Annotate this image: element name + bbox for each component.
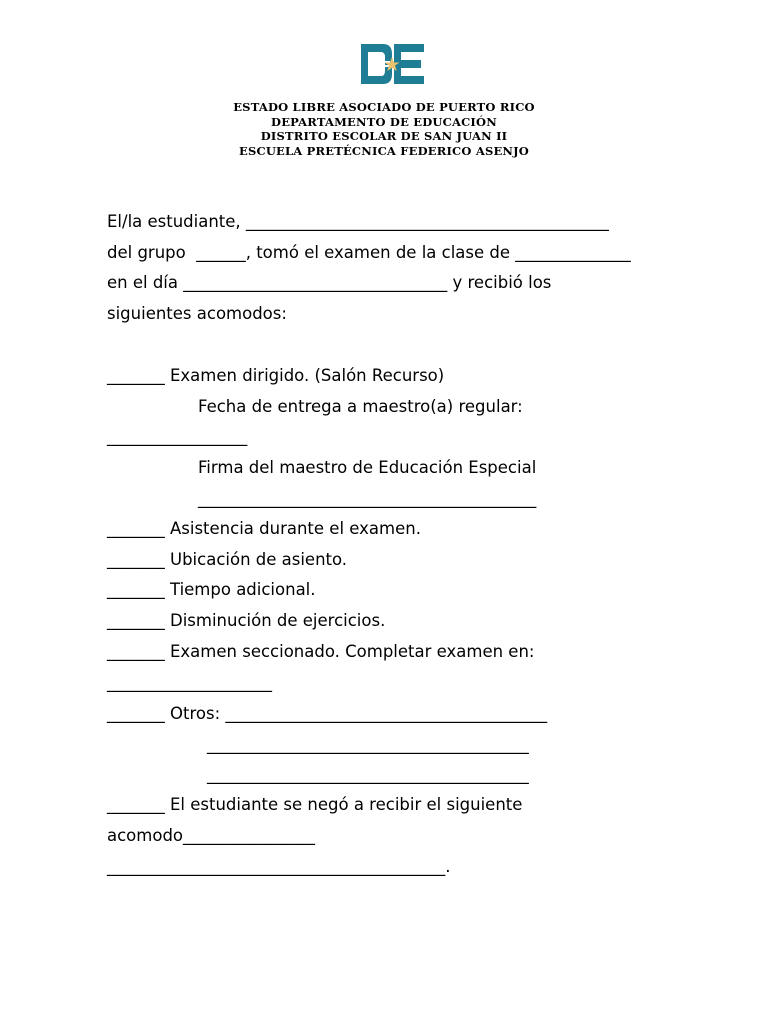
letterhead [0, 100, 768, 158]
sectioned-exam-blank[interactable]: ____________________ [107, 673, 272, 692]
delivery-date-label: Fecha de entrega a maestro(a) regular: [198, 397, 523, 416]
header-line-3: DISTRITO ESCOLAR DE SAN JUAN II [260, 129, 508, 143]
signature-blank[interactable]: _________________________________________ [198, 489, 537, 508]
option-sectioned-exam[interactable]: _______ Examen seccionado. Completar examen en: [107, 642, 535, 661]
other-blank-1[interactable]: _______________________________________ [207, 735, 529, 754]
group-class-line[interactable]: del grupo ______, tomó el examen de la clase de ______________ [107, 243, 631, 262]
header-line-4: ESCUELA PRETÉCNICA FEDERICO ASENJO [239, 143, 529, 158]
date-line[interactable]: en el día ________________________________ y recibió los [107, 273, 552, 292]
delivery-date-blank[interactable]: _________________ [107, 427, 248, 446]
option-fewer-exercises[interactable]: _______ Disminución de ejercicios. [107, 611, 386, 630]
option-seating[interactable]: _______ Ubicación de asiento. [107, 550, 348, 569]
header-line-2: DEPARTAMENTO DE EDUCACIÓN [271, 114, 497, 129]
option-other[interactable]: _______ Otros: _______________________________________ [107, 704, 548, 723]
special-ed-signature-label: Firma del maestro de Educación Especial [198, 458, 537, 477]
refused-accommodation-blank[interactable]: acomodo________________ [107, 826, 316, 845]
refused-accommodation-blank-2[interactable]: _________________________________________. [107, 857, 451, 876]
option-guided-exam[interactable]: _______ Examen dirigido. (Salón Recurso) [107, 366, 445, 385]
option-refused[interactable]: _______ El estudiante se negó a recibir el siguiente [107, 795, 523, 814]
accommodations-intro: siguientes acomodos: [107, 304, 287, 323]
other-blank-2[interactable]: _______________________________________ [207, 765, 529, 784]
option-extra-time[interactable]: _______ Tiempo adicional. [107, 580, 316, 599]
student-name-line[interactable]: El/la estudiante, ____________________________________________ [107, 212, 609, 231]
header-line-1: ESTADO LIBRE ASOCIADO DE PUERTO RICO [233, 100, 535, 114]
option-assistance[interactable]: _______ Asistencia durante el examen. [107, 519, 421, 538]
de-star-logo [361, 44, 424, 84]
